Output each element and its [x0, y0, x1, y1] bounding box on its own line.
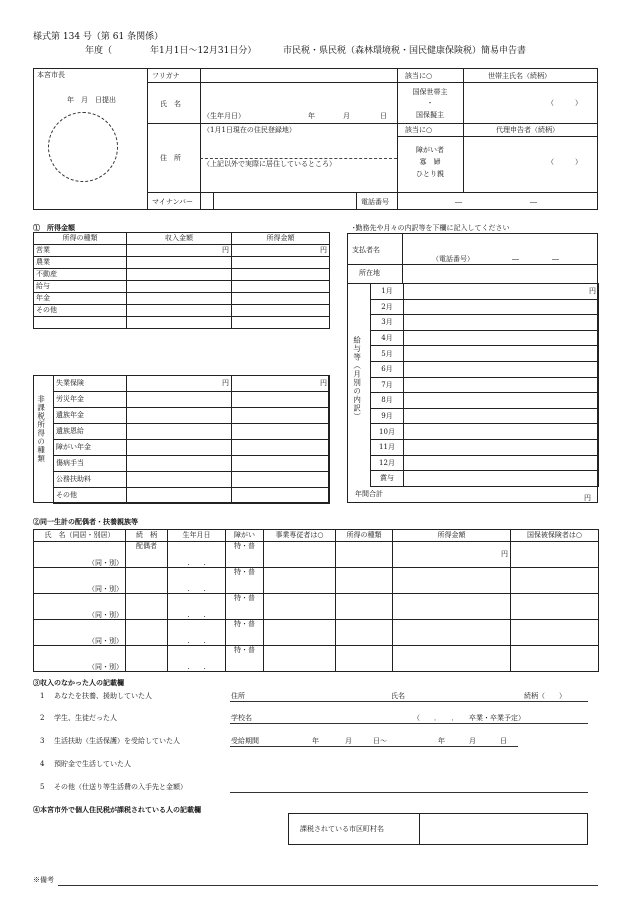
month-row: 10月 — [371, 424, 599, 440]
nontax-vertical-label: 非課税所得の種類 — [36, 395, 46, 463]
nontax-row: 遺族年金 — [54, 408, 330, 424]
month-row: 7月 — [371, 377, 599, 393]
option-insured-head[interactable]: 国保擬主 — [416, 111, 444, 119]
remarks-label: ※備考 — [33, 876, 54, 884]
birth-day: 日 — [380, 112, 387, 120]
nontax-row: 障がい年金 — [54, 440, 330, 456]
outside-municipality-label: 課税されている市区町村名 — [300, 825, 384, 833]
noincome-item-text: 学生、生徒だった人 — [54, 714, 117, 722]
nontax-table — [53, 375, 330, 504]
noincome-item-num: 2 — [40, 714, 45, 722]
salary-vertical-label: 給与等（月別の内訳） — [352, 336, 362, 421]
month-row: 5月 — [371, 346, 599, 362]
option-household-head[interactable]: 国保世帯主 — [412, 88, 448, 96]
income-row-agriculture: 農業 — [34, 257, 330, 269]
noincome-item-text: あなたを扶養、援助していた人 — [54, 692, 152, 700]
nontax-row: 労災年金 — [54, 392, 330, 408]
address-actual-field[interactable] — [201, 170, 396, 191]
option-disabled[interactable]: 障がい者 — [416, 146, 444, 154]
other-source-line[interactable] — [230, 792, 588, 793]
page-title: 市民税・県民税（森林環境税・国民健康保険税）簡易申告書 — [283, 46, 527, 56]
income-row-other: その他 — [34, 305, 330, 317]
dependent-row: （同・別） . . 特・普 — [34, 646, 599, 672]
seal-circle — [48, 112, 118, 182]
birth-month: 月 — [343, 112, 350, 120]
payer-phone-dash-2: ― — [552, 255, 559, 263]
supporter-name-label: 氏名 — [391, 692, 405, 700]
remarks-line[interactable] — [58, 885, 598, 886]
applicable-label-2: 該当に○ — [405, 126, 433, 134]
noincome-item-text: その他（仕送り等生活費の入手先と金額） — [54, 783, 187, 791]
phone-label: 電話番号 — [361, 198, 389, 206]
furigana-label: フリガナ — [152, 72, 180, 80]
nontax-row: 傷病手当 — [54, 456, 330, 472]
mynumber-label: マイナンバー — [152, 198, 194, 206]
name-label: 氏 名 — [160, 100, 181, 108]
noincome-item-text: 預貯金で生活していた人 — [54, 760, 131, 768]
location-field[interactable] — [403, 265, 597, 282]
phone-dash-2: ― — [530, 198, 537, 206]
dependents-header-row: 氏 名（同居・別居） 続 柄 生年月日 障がい 事業専従者は○ 所得の種類 所得金額 国保被保険者は○ — [34, 530, 599, 542]
supporter-address-label: 住所 — [231, 692, 245, 700]
name-field[interactable] — [201, 84, 396, 108]
school-label: 学校名 — [231, 714, 252, 722]
submit-date: 年 月 日提出 — [67, 96, 116, 104]
col-revenue: 収入金額 — [127, 233, 232, 245]
nontax-row: 遺族恩給 — [54, 424, 330, 440]
salary-note: ･勤務先や月々の内訳等を下欄に記入してください — [352, 224, 510, 232]
month-row: 12月 — [371, 455, 599, 471]
month-row: 8月 — [371, 393, 599, 409]
col-income-kind: 所得の種類 — [34, 233, 127, 245]
supporter-line[interactable] — [230, 701, 588, 702]
agent-name-label: 代理申告者（続柄） — [496, 126, 559, 134]
dependent-row: （同・別） . . 特・普 — [34, 594, 599, 620]
noincome-item-num: 1 — [40, 692, 45, 700]
nontax-row: 失業保険 円 円 — [54, 376, 330, 392]
address-registered-label: （1月1日現在の住民登録地） — [203, 126, 296, 134]
bonus-row: 賞与 — [371, 471, 599, 487]
income-row-realestate: 不動産 — [34, 269, 330, 281]
col-income-amount: 所得金額 — [232, 233, 330, 245]
address-actual-label: （上記以外で実際に居住しているところ） — [203, 160, 336, 168]
income-row-business: 営業 円 円 — [34, 245, 330, 257]
annual-total-yen[interactable]: 円 — [584, 494, 591, 502]
period-day-1: 日～ — [373, 737, 387, 745]
payer-phone-dash-1: ― — [512, 255, 519, 263]
dependent-row: （同・別） . . 特・普 — [34, 620, 599, 646]
dot-separator: ・ — [426, 99, 434, 107]
noincome-item-text: 生活扶助（生活保護）を受給していた人 — [54, 737, 180, 745]
household-head-name-label: 世帯主氏名（続柄） — [488, 72, 551, 80]
title-period: 年1月1日～12月31日分） — [150, 46, 257, 56]
period-day-2: 日 — [500, 737, 507, 745]
birth-year: 年 — [308, 112, 315, 120]
dependents-section-title: ②同一生計の配偶者・扶養親族等 — [33, 517, 138, 526]
period-label: 受給期間 — [231, 737, 259, 745]
noincome-item-num: 5 — [40, 783, 45, 791]
birthdate-label: （生年月日） — [203, 112, 245, 120]
mynumber-field[interactable] — [214, 193, 355, 209]
dependent-row: （同・別） 配偶者 . . 特・普 円 — [34, 542, 599, 568]
option-single-parent[interactable]: ひとり親 — [416, 170, 444, 178]
income-row-pension: 年金 — [34, 293, 330, 305]
payer-label: 支払者名 — [352, 246, 380, 254]
address-label: 住 所 — [160, 154, 181, 162]
address-registered-field[interactable] — [201, 135, 396, 157]
annual-total-label: 年間合計 — [355, 490, 383, 498]
dependents-table — [33, 529, 599, 672]
title-year: 年度（ — [85, 46, 113, 56]
period-year-1: 年 — [312, 737, 319, 745]
nontax-row: 公務扶助料 — [54, 472, 330, 488]
income-table — [33, 232, 330, 329]
salary-month-table — [370, 283, 599, 487]
applicable-label-1: 該当に○ — [405, 72, 433, 80]
income-section-title: ① 所得金額 — [33, 223, 75, 232]
period-month-1: 月 — [345, 737, 352, 745]
month-row: 9月 — [371, 408, 599, 424]
month-row: 4月 — [371, 330, 599, 346]
location-label: 所在地 — [359, 269, 380, 277]
outside-section-title: ④本宮市外で個人住民税が課税されている人の記載欄 — [33, 805, 201, 814]
payer-phone-label: （電話番号） — [432, 255, 474, 263]
graduation-label: （ ． ． 卒業・卒業予定） — [413, 714, 525, 722]
nontax-row: その他 — [54, 488, 330, 504]
month-row: 1月 円 — [371, 284, 599, 300]
month-row: 11月 — [371, 439, 599, 455]
noincome-item-num: 3 — [40, 737, 45, 745]
noincome-item-num: 4 — [40, 760, 45, 768]
month-row: 3月 — [371, 315, 599, 331]
month-row: 2月 — [371, 299, 599, 315]
noincome-section-title: ③収入のなかった人の記載欄 — [33, 678, 124, 687]
option-widow[interactable]: 寡 婦 — [419, 158, 441, 166]
outside-municipality-field[interactable] — [420, 814, 587, 844]
mayor-label: 本宮市長 — [37, 71, 65, 79]
household-relation-paren: （ ） — [547, 99, 582, 107]
period-line[interactable] — [230, 746, 518, 747]
form-number: 様式第 134 号（第 61 条関係） — [33, 32, 164, 42]
month-row: 6月 — [371, 361, 599, 377]
income-row-salary: 給与 — [34, 281, 330, 293]
school-line[interactable] — [230, 723, 588, 724]
income-row-blank — [34, 317, 330, 329]
period-year-2: 年 — [438, 737, 445, 745]
period-month-2: 月 — [469, 737, 476, 745]
supporter-relation-label: 続柄（ ） — [524, 692, 566, 700]
furigana-field[interactable] — [201, 69, 396, 82]
dependent-row: （同・別） . . 特・普 — [34, 568, 599, 594]
agent-relation-paren: （ ） — [547, 158, 582, 166]
phone-dash-1: ― — [455, 198, 462, 206]
